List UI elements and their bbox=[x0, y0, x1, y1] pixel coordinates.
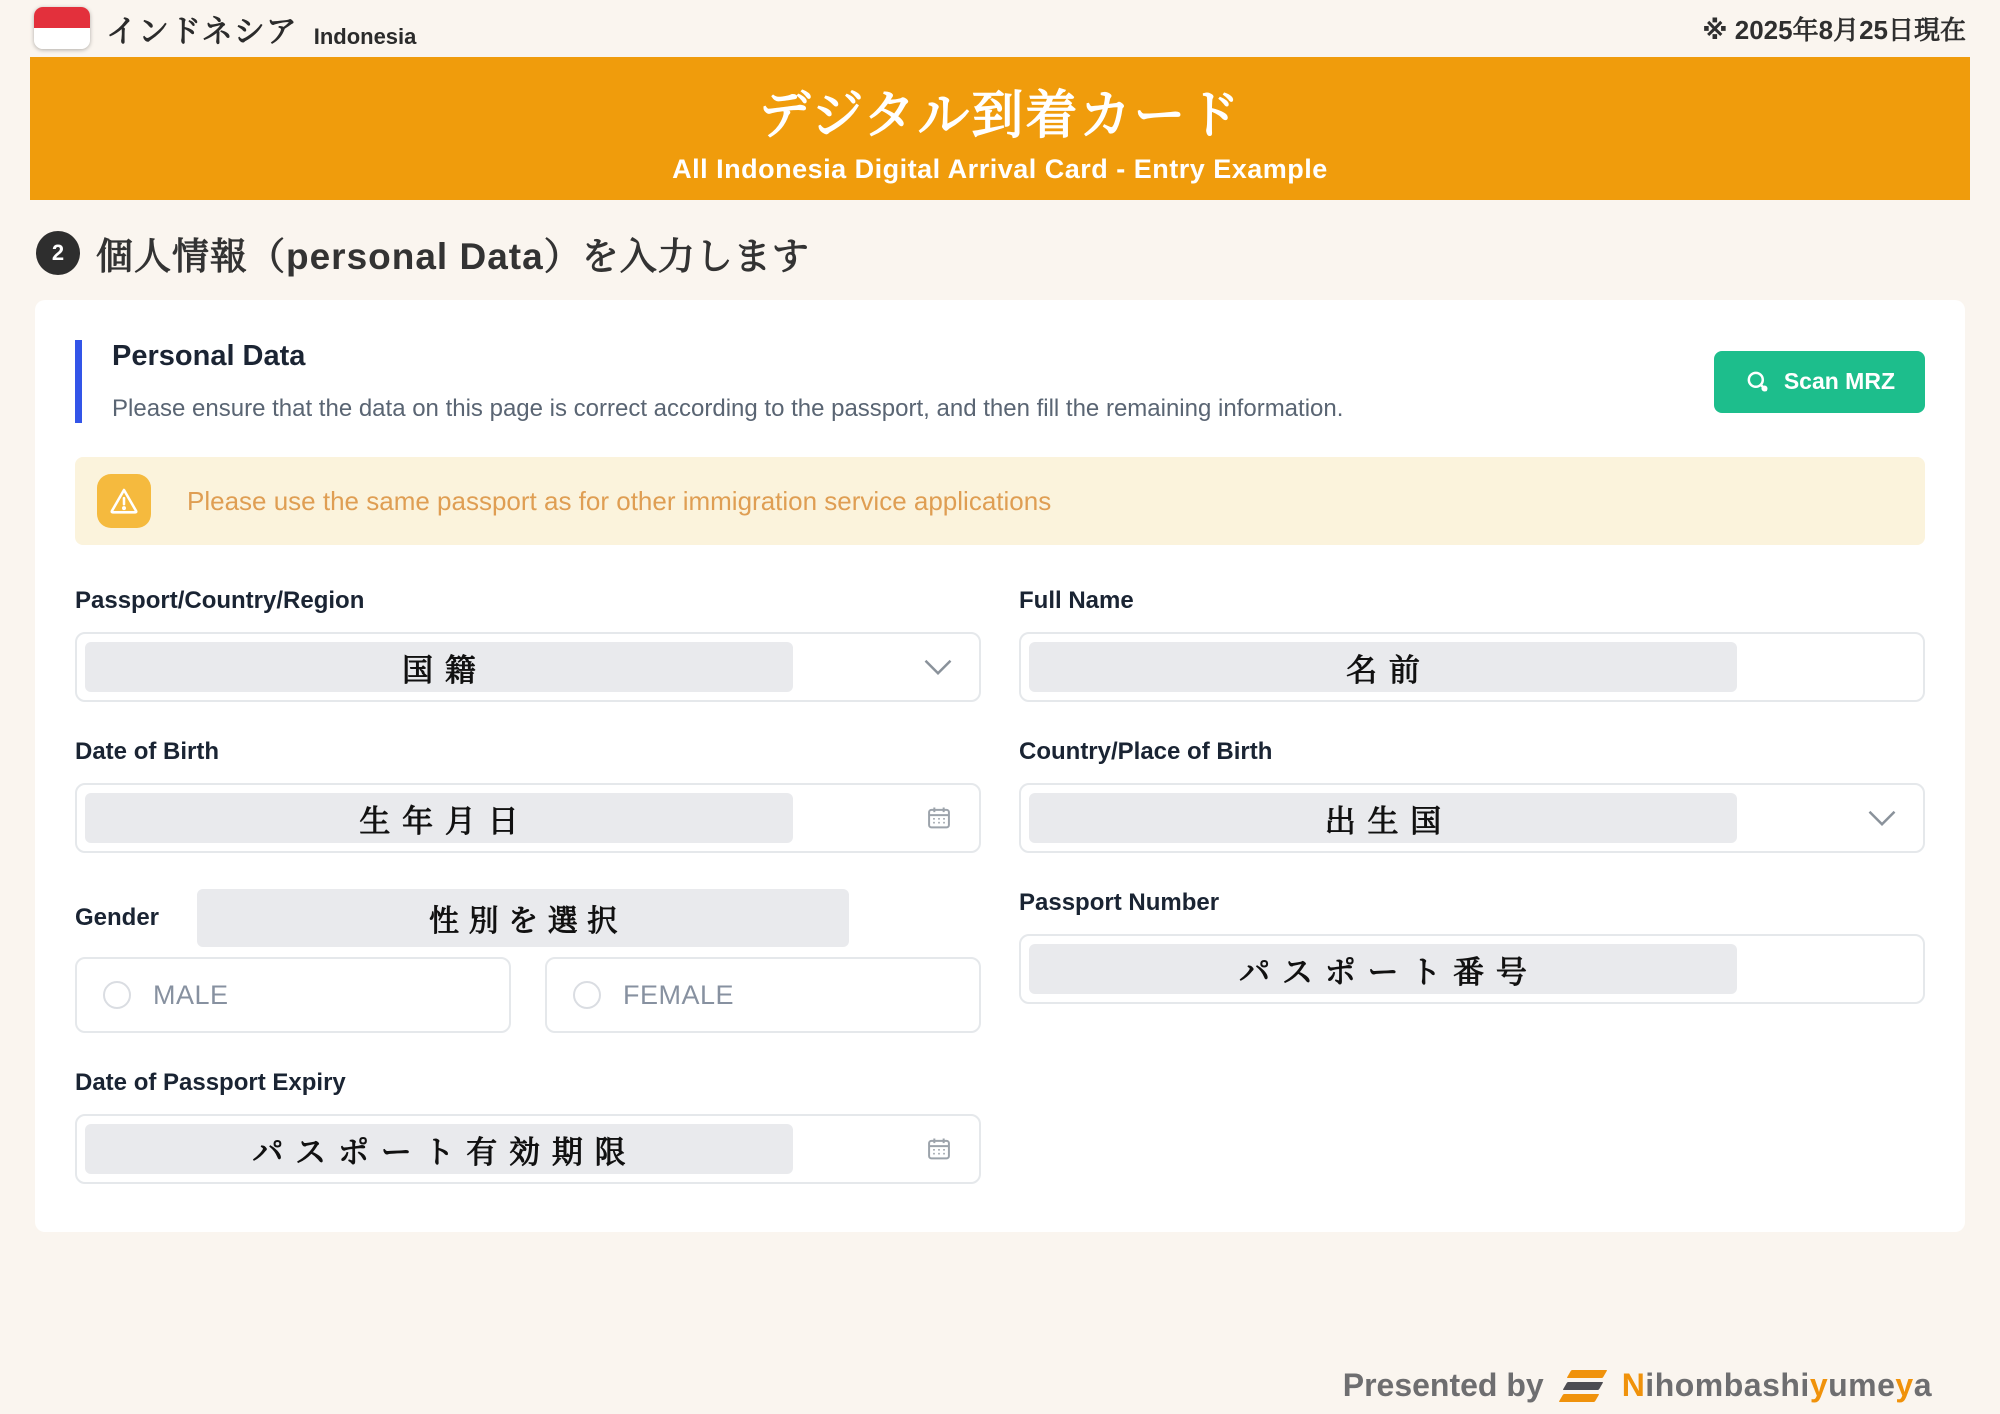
indonesia-flag-icon bbox=[34, 7, 90, 49]
step-number-badge: 2 bbox=[36, 231, 80, 275]
warning-message: Please use the same passport as for other immigration service applications bbox=[187, 485, 1052, 516]
section-header-text bbox=[75, 340, 1343, 423]
passport-warning-banner bbox=[75, 457, 1925, 545]
step-title: 個人情報（personal Data）を入力します bbox=[96, 236, 810, 277]
passport-expiry-value: パスポート有効期限 bbox=[85, 1124, 793, 1174]
radio-icon bbox=[103, 981, 131, 1009]
brand-name bbox=[1622, 1367, 1932, 1404]
male-option-label: MALE bbox=[153, 979, 229, 1010]
brand-seg: a bbox=[1913, 1367, 1932, 1403]
passport-country-label: Passport/Country/Region bbox=[75, 587, 365, 614]
personal-data-form bbox=[75, 587, 1925, 1184]
personal-data-card bbox=[35, 300, 1965, 1232]
passport-expiry-input[interactable] bbox=[75, 1114, 981, 1184]
calendar-icon bbox=[925, 804, 953, 832]
country-brand bbox=[34, 6, 416, 51]
step-heading bbox=[36, 226, 1970, 280]
field-gender bbox=[75, 889, 981, 1033]
brand-seg: ihombashi bbox=[1645, 1367, 1810, 1403]
section-header bbox=[75, 340, 1925, 423]
passport-number-input[interactable] bbox=[1019, 934, 1925, 1004]
footer-credit bbox=[1343, 1367, 1932, 1404]
brand-seg: ume bbox=[1828, 1367, 1896, 1403]
female-option-label: FEMALE bbox=[623, 979, 735, 1010]
field-passport-number bbox=[1019, 889, 1925, 1004]
brand-seg: N bbox=[1621, 1367, 1646, 1403]
country-name-en: Indonesia bbox=[313, 24, 417, 49]
date-of-birth-label: Date of Birth bbox=[75, 738, 219, 765]
gender-label: Gender bbox=[75, 904, 160, 931]
presented-by-text: Presented by bbox=[1342, 1367, 1544, 1403]
brand-seg: y bbox=[1895, 1367, 1914, 1403]
gender-options bbox=[75, 957, 981, 1033]
page-title: デジタル到着カード bbox=[758, 86, 1242, 145]
field-passport-expiry bbox=[75, 1069, 981, 1184]
alert-triangle-icon bbox=[97, 474, 151, 528]
gender-header-row bbox=[75, 889, 981, 947]
passport-number-label: Passport Number bbox=[1019, 889, 1220, 916]
full-name-value: 名前 bbox=[1029, 642, 1737, 692]
page-subtitle: All Indonesia Digital Arrival Card - Entry Example bbox=[672, 153, 1328, 184]
calendar-icon bbox=[925, 1135, 953, 1163]
chevron-down-icon bbox=[923, 658, 953, 676]
full-name-input[interactable] bbox=[1019, 632, 1925, 702]
radio-icon bbox=[573, 981, 601, 1009]
search-icon bbox=[1744, 368, 1771, 395]
top-bar bbox=[0, 0, 2000, 57]
scan-mrz-button[interactable] bbox=[1714, 351, 1925, 413]
country-name-jp: インドネシア bbox=[106, 14, 298, 49]
title-banner bbox=[30, 57, 1970, 200]
passport-expiry-label: Date of Passport Expiry bbox=[75, 1069, 346, 1096]
gender-option-female[interactable] bbox=[545, 957, 981, 1033]
chevron-down-icon bbox=[1867, 809, 1897, 827]
full-name-label: Full Name bbox=[1019, 587, 1134, 614]
date-of-birth-input[interactable] bbox=[75, 783, 981, 853]
birth-country-label: Country/Place of Birth bbox=[1019, 738, 1273, 765]
brand-seg: y bbox=[1809, 1367, 1829, 1403]
section-title: Personal Data bbox=[112, 340, 306, 372]
section-description: Please ensure that the data on this page is correct according to the passport, and then fill the remaining information. bbox=[112, 395, 1344, 422]
birth-country-select[interactable] bbox=[1019, 783, 1925, 853]
field-full-name bbox=[1019, 587, 1925, 702]
gender-select-value[interactable]: 性別を選択 bbox=[197, 889, 849, 947]
passport-number-value: パスポート番号 bbox=[1029, 944, 1737, 994]
as-of-date-note: ※ 2025年8月25日現在 bbox=[1702, 15, 1966, 45]
field-birth-country bbox=[1019, 738, 1925, 853]
field-passport-country bbox=[75, 587, 981, 702]
field-date-of-birth bbox=[75, 738, 981, 853]
scan-mrz-label: Scan MRZ bbox=[1783, 368, 1895, 394]
passport-country-value: 国籍 bbox=[85, 642, 793, 692]
passport-country-select[interactable] bbox=[75, 632, 981, 702]
birth-country-value: 出生国 bbox=[1029, 793, 1737, 843]
gender-option-male[interactable] bbox=[75, 957, 511, 1033]
nihombashiyumeya-logo-icon bbox=[1561, 1370, 1605, 1402]
date-of-birth-value: 生年月日 bbox=[85, 793, 793, 843]
